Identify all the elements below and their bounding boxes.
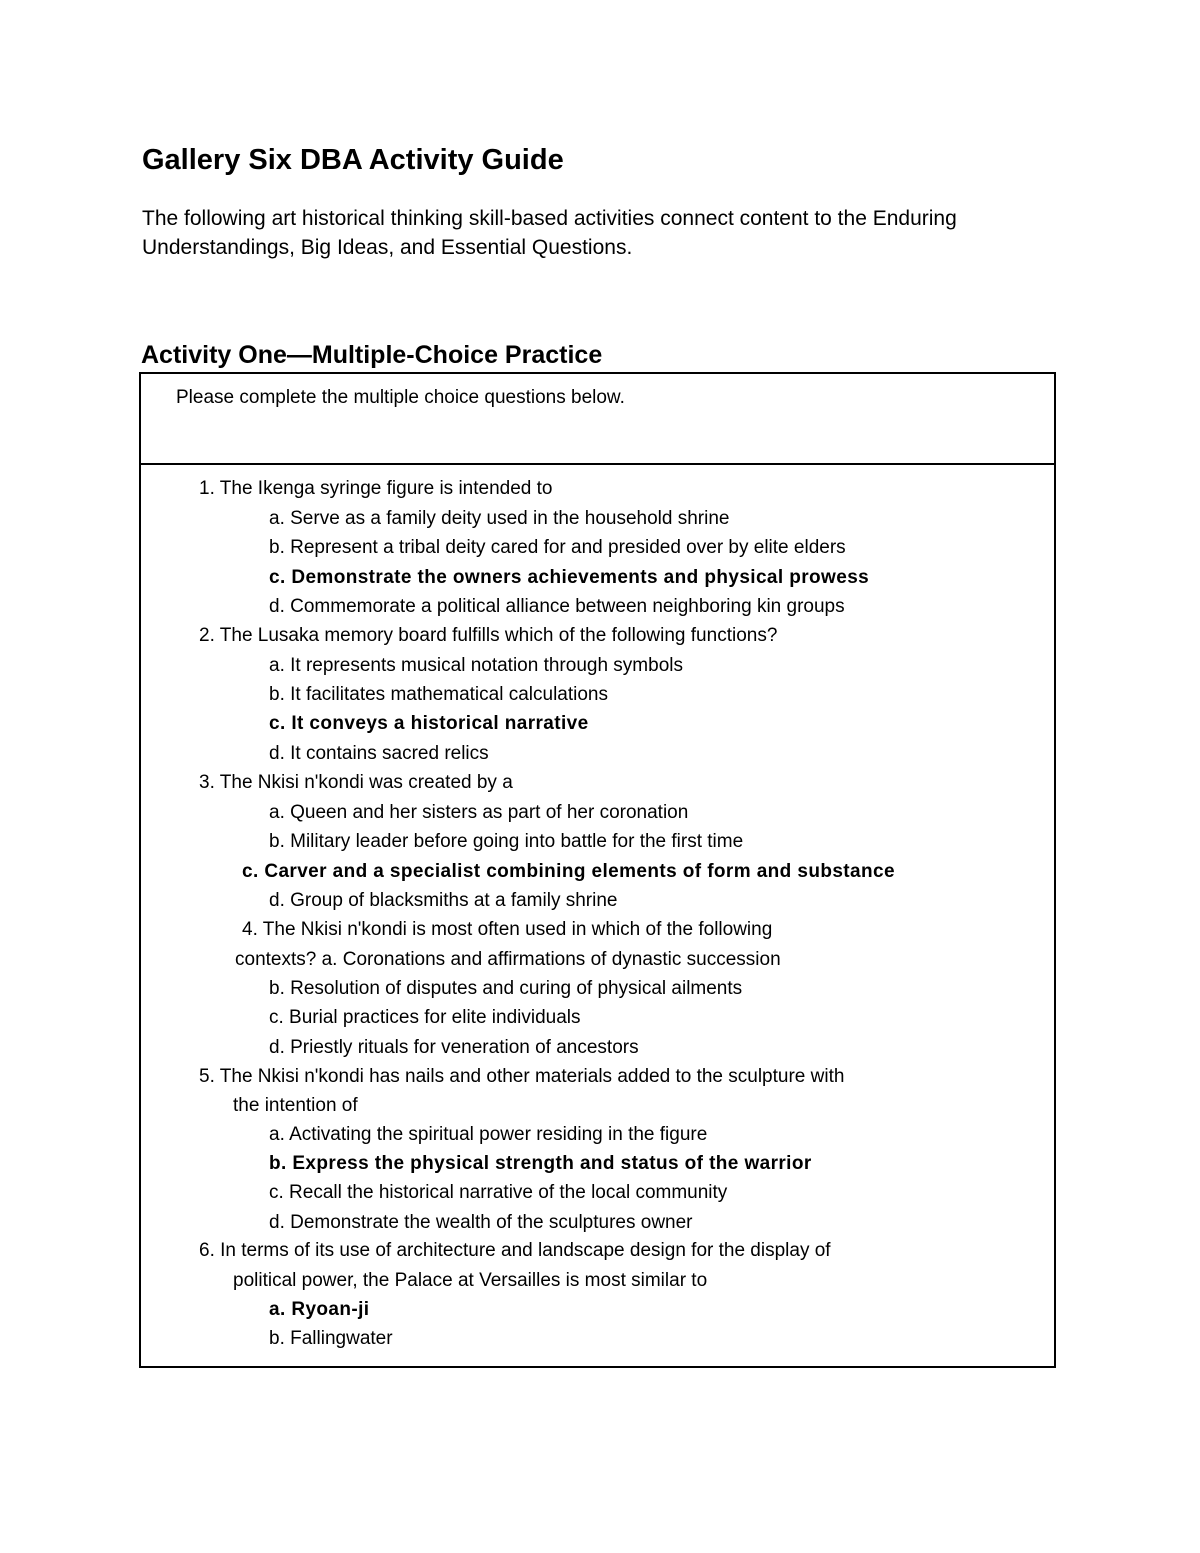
answer-option: a. Queen and her sisters as part of her coronation	[269, 802, 689, 823]
answer-option-correct: a. Ryoan-ji	[269, 1299, 370, 1320]
activity-one-heading: Activity One—Multiple-Choice Practice	[141, 341, 603, 369]
answer-option: c. Burial practices for elite individuals	[269, 1007, 581, 1028]
answer-option: d. It contains sacred relics	[269, 743, 489, 764]
answer-option: d. Group of blacksmiths at a family shrine	[269, 890, 618, 911]
answer-option: a. Activating the spiritual power residing in the figure	[269, 1124, 708, 1145]
question-6-continued: political power, the Palace at Versailles is most similar to	[233, 1270, 708, 1291]
question-4: 4. The Nkisi n'kondi is most often used in which of the following	[242, 919, 773, 940]
answer-option-correct: c. Carver and a specialist combining elements of form and substance	[242, 861, 895, 882]
answer-option-correct: c. Demonstrate the owners achievements and physical prowess	[269, 567, 870, 588]
answer-option: b. Fallingwater	[269, 1328, 393, 1349]
question-5: 5. The Nkisi n'kondi has nails and other materials added to the sculpture with	[199, 1066, 845, 1087]
question-4-continued: contexts? a. Coronations and affirmations of dynastic succession	[235, 949, 781, 970]
question-2: 2. The Lusaka memory board fulfills which of the following functions?	[199, 625, 778, 646]
answer-option: d. Demonstrate the wealth of the sculptures owner	[269, 1212, 693, 1233]
page-title: Gallery Six DBA Activity Guide	[142, 144, 564, 176]
answer-option: b. Resolution of disputes and curing of physical ailments	[269, 978, 743, 999]
question-3: 3. The Nkisi n'kondi was created by a	[199, 772, 513, 793]
answer-option: d. Commemorate a political alliance between neighboring kin groups	[269, 596, 845, 617]
answer-option: b. Military leader before going into battle for the first time	[269, 831, 744, 852]
answer-option: a. It represents musical notation through symbols	[269, 655, 683, 676]
answer-option: b. It facilitates mathematical calculations	[269, 684, 608, 705]
answer-option-correct: b. Express the physical strength and status of the warrior	[269, 1153, 812, 1174]
answer-option-correct: c. It conveys a historical narrative	[269, 713, 589, 734]
intro-paragraph-line-2: Understandings, Big Ideas, and Essential Questions.	[142, 236, 633, 259]
question-1: 1. The Ikenga syringe figure is intended to	[199, 478, 553, 499]
instructions-text: Please complete the multiple choice questions below.	[176, 387, 625, 408]
question-5-continued: the intention of	[233, 1095, 358, 1116]
answer-option: b. Represent a tribal deity cared for and presided over by elite elders	[269, 537, 846, 558]
intro-paragraph-line-1: The following art historical thinking skill-based activities connect content to the Enduring	[142, 207, 957, 230]
question-6: 6. In terms of its use of architecture and landscape design for the display of	[199, 1240, 831, 1261]
answer-option: d. Priestly rituals for veneration of ancestors	[269, 1037, 639, 1058]
answer-option: a. Serve as a family deity used in the household shrine	[269, 508, 730, 529]
answer-option: c. Recall the historical narrative of the local community	[269, 1182, 728, 1203]
